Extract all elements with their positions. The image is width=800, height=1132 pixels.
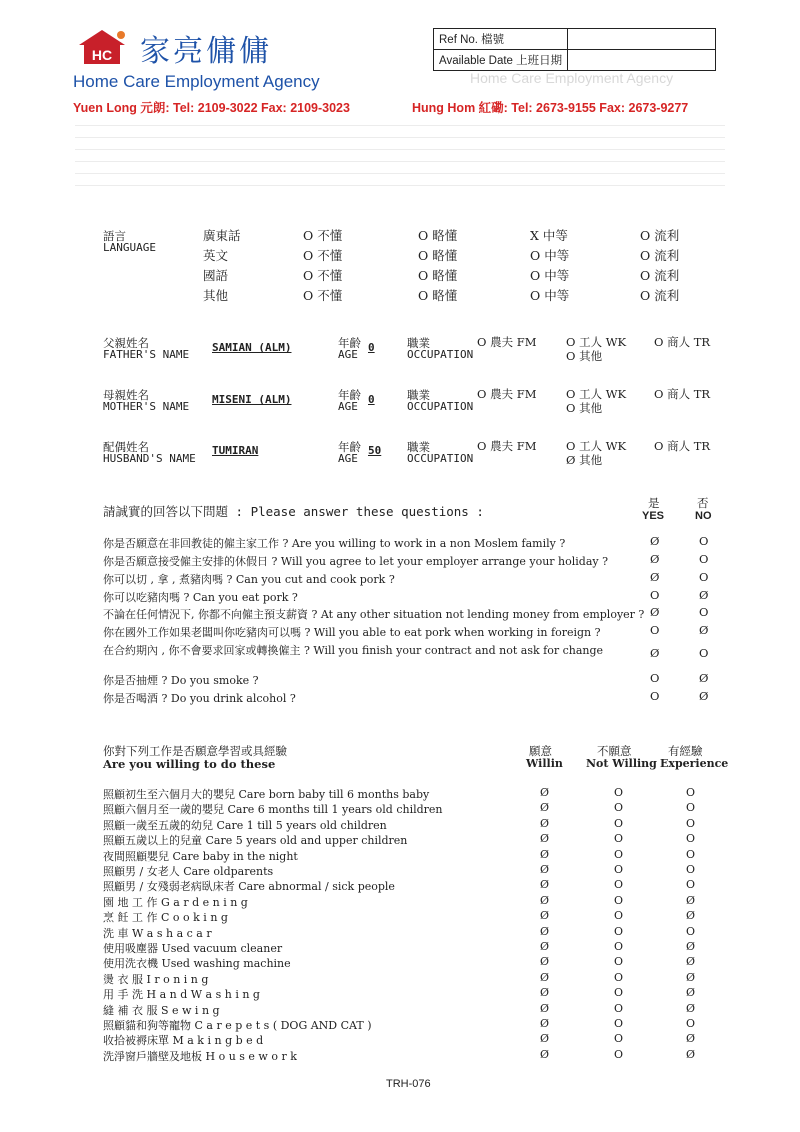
age-label-en: AGE [338,348,358,361]
date-label: Available Date 上班日期 [434,50,568,71]
yes-label-en: YES [642,510,665,522]
answer-experience[interactable]: Ø [686,1001,696,1015]
option-little[interactable]: O 略懂 [418,268,458,283]
answer-willing[interactable]: Ø [540,832,550,846]
task-text: 夜間照顧嬰兒 Care baby in the night [103,849,298,863]
family-label-cn: 配偶姓名 [103,440,149,454]
option-trader[interactable]: O 商人 TR [654,439,711,453]
occupation-label-en: OCCUPATION [407,348,474,361]
task-text: 照顧六個月至一歲的嬰兒 Care 6 months till 1 years old children [103,803,443,817]
option-farmer[interactable]: O 農夫 FM [477,387,537,401]
question-text: 你是否抽煙 ? Do you smoke ? [103,674,259,687]
task-text: 使用洗衣機 Used washing machine [103,957,291,971]
answer-experience[interactable]: O [686,1017,696,1030]
language-name: 國語 [203,268,229,283]
bleed-through-text: Home Care Employment Agency [470,70,674,86]
answer-no[interactable]: O [699,605,709,619]
answer-experience[interactable]: Ø [686,940,696,953]
question-text: 你可以吃豬肉嗎 ? Can you eat pork ? [103,591,298,604]
answer-not-willing[interactable]: O [614,1017,624,1030]
answer-not-willing[interactable]: O [614,816,624,830]
answer-not-willing[interactable]: O [614,1001,624,1015]
family-name-value[interactable]: TUMIRAN [212,444,259,457]
answer-willing[interactable]: Ø [540,1001,550,1015]
family-label-cn: 母親姓名 [103,388,149,402]
option-fair[interactable]: X 中等 [530,228,568,243]
occupation-label-en: OCCUPATION [407,400,474,413]
yuen-long-contact: Yuen Long 元朗: Tel: 2109-3022 Fax: 2109-3023 [73,101,350,115]
question-text: 在合約期內 , 你不會要求回家或轉換僱主 ? Will you finish your contract and not ask for change [103,644,604,657]
language-label-en: LANGUAGE [103,241,156,254]
family-label-en: FATHER'S NAME [103,348,190,361]
option-none[interactable]: O 不懂 [303,288,343,303]
answer-no[interactable]: Ø [699,588,709,602]
date-value[interactable] [568,50,716,71]
answer-not-willing[interactable]: O [614,786,624,799]
task-text: 照顧初生至六個月大的嬰兒 Care born baby till 6 months baby [103,788,430,801]
answer-no[interactable]: O [699,534,709,548]
answer-experience[interactable]: O [686,801,696,815]
answer-experience[interactable]: O [686,878,696,892]
willing-col1-en: Willin [526,757,563,770]
answer-not-willing[interactable]: O [614,1047,624,1061]
answer-no[interactable]: O [699,646,709,660]
answer-experience[interactable]: O [686,832,696,846]
family-name-value[interactable]: MISENI (ALM) [212,393,292,406]
age-label-en: AGE [338,400,358,413]
option-worker[interactable]: O 工人 WK [566,335,627,349]
answer-willing[interactable]: Ø [540,1017,550,1030]
answer-yes[interactable]: O [650,623,660,637]
answer-yes[interactable]: Ø [650,570,660,584]
answer-experience[interactable]: O [686,816,696,830]
company-logo [73,27,131,67]
answer-experience[interactable]: O [686,786,696,799]
question-text: 你是否願意在非回教徒的僱主家工作 ? Are you willing to work in a non Moslem family ? [103,537,566,550]
answer-not-willing[interactable]: O [614,924,624,938]
occupation-label-cn: 職業 [407,440,430,454]
language-name: 英文 [203,248,229,263]
option-other[interactable]: O 其他 [566,401,603,415]
option-fair[interactable]: O 中等 [530,268,570,283]
option-fluent[interactable]: O 流利 [640,288,680,303]
task-text: 使用吸塵器 Used vacuum cleaner [103,942,283,955]
hung-hom-contact: Hung Hom 紅磡: Tel: 2673-9155 Fax: 2673-9277 [412,101,689,115]
option-little[interactable]: O 略懂 [418,248,458,263]
answer-yes[interactable]: Ø [650,605,660,619]
answer-yes[interactable]: Ø [650,552,660,566]
family-label-cn: 父親姓名 [103,336,149,350]
answer-willing[interactable]: Ø [540,801,550,815]
answer-not-willing[interactable]: O [614,893,624,907]
willing-col2-cn: 不願意 [597,744,632,758]
task-text: 照顧五歲以上的兒童 Care 5 years old and upper children [103,834,408,848]
language-name: 其他 [203,288,229,303]
ref-table [433,28,716,71]
age-value[interactable]: 50 [368,444,382,457]
answer-willing[interactable]: Ø [540,863,550,876]
option-fair[interactable]: O 中等 [530,288,570,303]
answer-not-willing[interactable]: O [614,970,624,984]
task-text: 照顧貓和狗等寵物 C a r e p e t s ( DOG AND CAT ) [103,1019,372,1032]
question-text: 你可以切 , 拿 , 煮豬肉嗎 ? Can you cut and cook pork ? [103,573,395,586]
yes-label-cn: 是 [648,496,660,510]
option-trader[interactable]: O 商人 TR [654,387,711,401]
question-text: 你是否願意接受僱主安排的休假日 ? Will you agree to let your employer arrange your holiday ? [103,555,608,568]
option-little[interactable]: O 略懂 [418,228,458,243]
task-text: 照顧男 / 女老人 Care oldparents [103,865,274,878]
task-text: 縫 補 衣 服 S e w i n g [103,1003,220,1017]
age-value[interactable]: 0 [368,393,375,406]
no-label-en: NO [695,510,712,522]
answer-not-willing[interactable]: O [614,832,624,846]
answer-yes[interactable]: Ø [650,646,660,660]
task-text: 烹 飪 工 作 C o o k i n g [103,911,228,925]
language-name: 廣東話 [203,228,241,243]
age-value[interactable]: 0 [368,341,375,354]
willing-col1-cn: 願意 [529,744,552,758]
option-worker[interactable]: O 工人 WK [566,439,627,453]
answer-willing[interactable]: Ø [540,1032,550,1046]
answer-not-willing[interactable]: O [614,801,624,815]
answer-yes[interactable]: Ø [650,534,660,548]
task-text: 洗 車 W a s h a c a r [103,926,212,940]
answer-willing[interactable]: Ø [540,847,550,861]
task-text: 洗淨窗戶牆壁及地板 H o u s e w o r k [103,1049,297,1063]
answer-experience[interactable]: Ø [686,986,696,1000]
age-label-cn: 年齡 [338,440,361,454]
age-label-cn: 年齡 [338,336,361,350]
answer-not-willing[interactable]: O [614,1032,624,1046]
answer-willing[interactable]: Ø [540,786,550,799]
answer-willing[interactable]: Ø [540,924,550,938]
answer-experience[interactable]: O [686,924,696,938]
answer-willing[interactable]: Ø [540,940,550,953]
age-label-cn: 年齡 [338,388,361,402]
language-label-cn: 語言 [103,229,126,243]
family-name-value[interactable]: SAMIAN (ALM) [212,341,292,354]
answer-no[interactable]: Ø [699,689,709,703]
answer-willing[interactable]: Ø [540,816,550,830]
answer-no[interactable]: Ø [699,671,709,685]
answer-experience[interactable]: O [686,863,696,876]
answer-willing[interactable]: Ø [540,955,550,969]
option-little[interactable]: O 略懂 [418,288,458,303]
option-none[interactable]: O 不懂 [303,228,343,243]
option-farmer[interactable]: O 農夫 FM [477,439,537,453]
answer-not-willing[interactable]: O [614,955,624,969]
answer-not-willing[interactable]: O [614,909,624,923]
answer-experience[interactable]: Ø [686,1047,696,1061]
answer-experience[interactable]: Ø [686,893,696,907]
question-text: 你是否喝酒 ? Do you drink alcohol ? [103,692,296,705]
task-text: 燙 衣 服 I r o n i n g [103,972,209,986]
willing-col3-en: Experience [660,757,729,770]
answer-willing[interactable]: Ø [540,878,550,892]
ref-value[interactable] [568,29,716,50]
task-text: 用 手 洗 H a n d W a s h i n g [103,988,260,1002]
option-fluent[interactable]: O 流利 [640,228,680,243]
answer-no[interactable]: Ø [699,623,709,637]
option-fluent[interactable]: O 流利 [640,268,680,283]
willing-col3-cn: 有經驗 [668,744,703,758]
occupation-label-cn: 職業 [407,388,430,402]
willing-title-cn: 你對下列工作是否願意學習或具經驗 [103,744,287,758]
logo-text: HC [91,47,113,63]
option-other[interactable]: O 其他 [566,349,603,363]
answer-experience[interactable]: Ø [686,1032,696,1046]
no-label-cn: 否 [697,496,709,510]
option-farmer[interactable]: O 農夫 FM [477,335,537,349]
answer-not-willing[interactable]: O [614,863,624,876]
answer-willing[interactable]: Ø [540,893,550,907]
answer-not-willing[interactable]: O [614,986,624,1000]
answer-yes[interactable]: O [650,689,660,703]
option-fair[interactable]: O 中等 [530,248,570,263]
task-text: 照顧男 / 女殘弱老病臥床者 Care abnormal / sick people [103,880,395,894]
answer-experience[interactable]: Ø [686,955,696,969]
answer-not-willing[interactable]: O [614,847,624,861]
task-text: 照顧一歲至五歲的幼兒 Care 1 till 5 years old children [103,818,387,832]
form-code: TRH-076 [386,1078,431,1090]
answer-yes[interactable]: O [650,588,660,602]
question-text: 不論在任何情況下, 你都不向僱主預支薪資 ? At any other situation not lending money from employer ? [103,608,645,621]
question-text: 你在國外工作如果老闆叫你吃豬肉可以嗎 ? Will you able to eat pork when working in foreign ? [103,626,601,639]
answer-willing[interactable]: Ø [540,986,550,1000]
answer-yes[interactable]: O [650,671,660,685]
answer-willing[interactable]: Ø [540,1047,550,1061]
family-label-en: HUSBAND'S NAME [103,452,196,465]
willing-col2-en: Not Willing [586,757,657,770]
answer-experience[interactable]: Ø [686,970,696,984]
family-label-en: MOTHER'S NAME [103,400,190,413]
answer-no[interactable]: O [699,552,709,566]
task-text: 園 地 工 作 G a r d e n i n g [103,895,248,909]
ref-label: Ref No. 檔號 [434,29,568,50]
option-none[interactable]: O 不懂 [303,248,343,263]
option-none[interactable]: O 不懂 [303,268,343,283]
brand-english: Home Care Employment Agency [73,72,320,91]
answer-experience[interactable]: O [686,847,696,861]
willing-title-en: Are you willing to do these [103,757,276,771]
option-worker[interactable]: O 工人 WK [566,387,627,401]
option-trader[interactable]: O 商人 TR [654,335,711,349]
brand-chinese: 家亮傭傭 [140,34,272,69]
answer-not-willing[interactable]: O [614,878,624,892]
option-other[interactable]: Ø 其他 [566,453,603,467]
answer-not-willing[interactable]: O [614,940,624,953]
answer-experience[interactable]: Ø [686,909,696,923]
occupation-label-cn: 職業 [407,336,430,350]
bleed-through-block [75,125,725,195]
questions-title: 請誠實的回答以下問題 : Please answer these questions : [103,504,484,519]
answer-willing[interactable]: Ø [540,909,550,923]
task-text: 收拾被褥床單 M a k i n g b e d [103,1034,264,1048]
option-fluent[interactable]: O 流利 [640,248,680,263]
age-label-en: AGE [338,452,358,465]
occupation-label-en: OCCUPATION [407,452,474,465]
answer-willing[interactable]: Ø [540,970,550,984]
answer-no[interactable]: O [699,570,709,584]
